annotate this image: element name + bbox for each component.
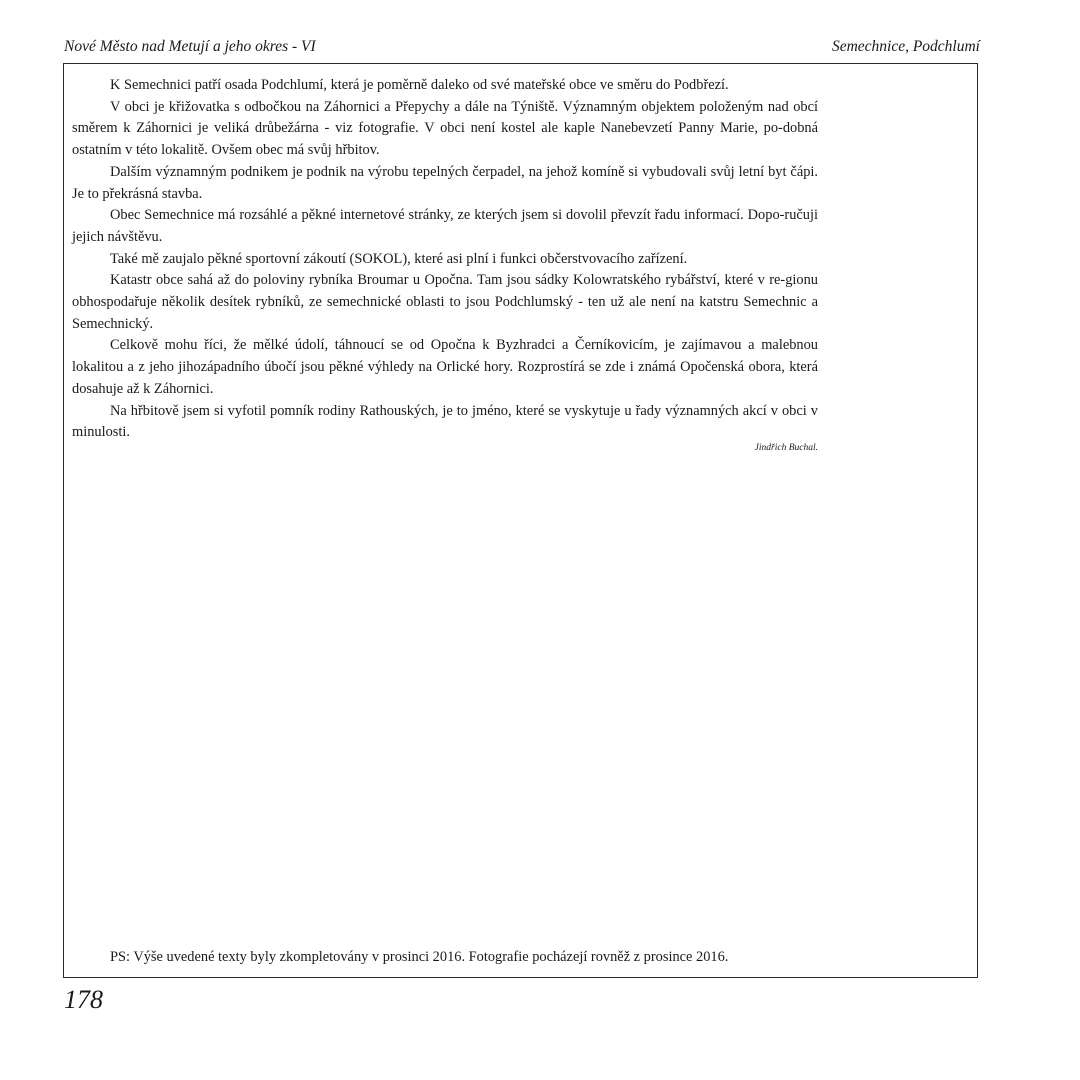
paragraph: V obci je křižovatka s odbočkou na Záhornici a Přepychy a dále na Týniště. Významným objektem položeným nad obcí směrem k Záhornici je veliká drůbežárna - viz fotografie. V obci není kostel ale kaple Nanebevzetí Panny Marie, po-dobná ostatním v této lokalitě. Ovšem obec má svůj hřbitov. <box>72 98 818 159</box>
article-body <box>72 75 818 444</box>
paragraph: Dalším významným podnikem je podnik na výrobu tepelných čerpadel, na jehož komíně si vybudovali svůj letní byt čápi. Je to překrásná stavba. <box>72 163 818 202</box>
running-head-title: Nové Město nad Metují a jeho okres - VI <box>64 38 316 55</box>
paragraph: Celkově mohu říci, že mělké údolí, táhnoucí se od Opočna k Byzhradci a Černíkovicím, je zajímavou a malebnou lokalitou a z jeho jihozápadního úbočí jsou pěkné výhledy na Orlické hory. Rozprostírá se zde i známá Opočenská obora, která dosahuje až k Záhornici. <box>72 337 818 397</box>
paragraph: K Semechnici patří osada Podchlumí, která je poměrně daleko od své mateřské obce ve směru do Podbřezí. <box>110 77 729 93</box>
author-signature: Jindřich Buchal. <box>754 443 818 453</box>
running-head-section: Semechnice, Podchlumí <box>831 38 980 55</box>
paragraph: Obec Semechnice má rozsáhlé a pěkné internetové stránky, ze kterých jsem si dovolil převzít řadu informací. Dopo-ručuji jejich návštěvu. <box>72 207 818 245</box>
paragraph: Také mě zaujalo pěkné sportovní zákoutí (SOKOL), které asi plní i funkci občerstvovacího zařízení. <box>110 250 688 267</box>
page-number: 178 <box>64 985 103 1014</box>
paragraph: Na hřbitově jsem si vyfotil pomník rodiny Rathouských, je to jméno, které se vyskytuje u řady významných akcí v obci v minulosti. <box>72 402 818 441</box>
paragraph: Katastr obce sahá až do poloviny rybníka Broumar u Opočna. Tam jsou sádky Kolowratského rybářství, které v re-gionu obhospodařuje několik desítek rybníků, ze semechnické oblasti to jsou Podchlumský - ten už ale není na katstru Semechnic a Semechnický. <box>72 272 818 332</box>
postscript-note: PS: Výše uvedené texty byly zkompletovány v prosinci 2016. Fotografie pocházejí rovněž z prosince 2016. <box>110 949 729 965</box>
